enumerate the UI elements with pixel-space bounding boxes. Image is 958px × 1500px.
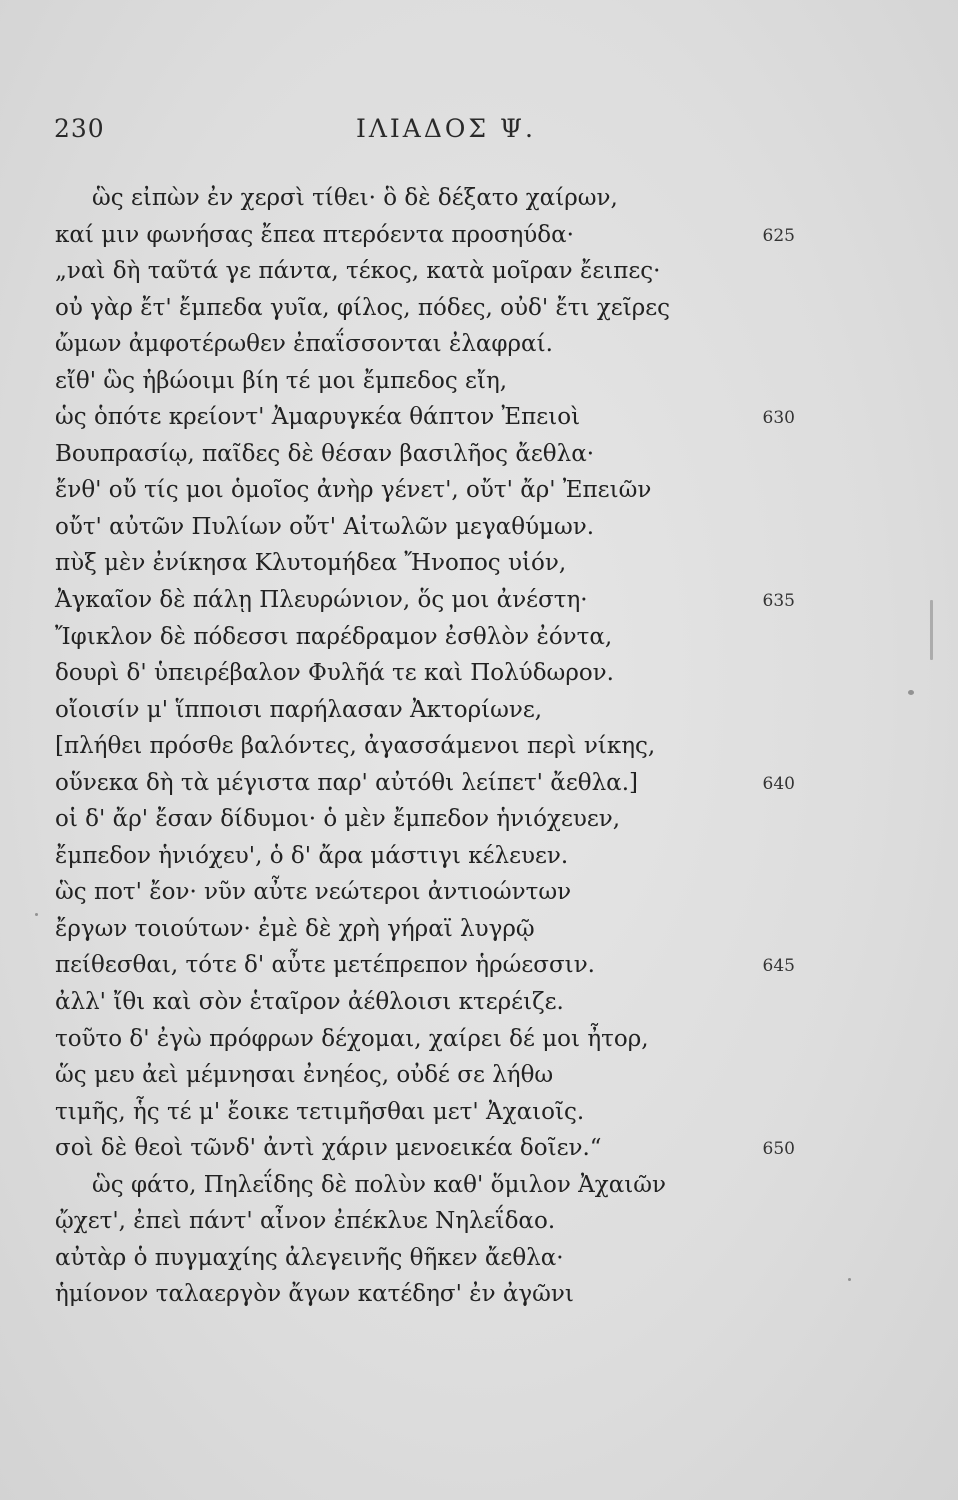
verse-line	[0, 326, 958, 363]
verse-line	[0, 509, 958, 546]
verse-line	[0, 1167, 958, 1204]
verse-line	[0, 947, 958, 984]
verse-text: οὔτ' αὐτῶν Πυλίων οὔτ' Αἰτωλῶν μεγαθύμων.	[55, 513, 595, 540]
verse-line	[0, 545, 958, 582]
verse-text: τιμῆς, ἧς τέ μ' ἔοικε τετιμῆσθαι μετ' Ἀχαιοῖς.	[55, 1098, 585, 1125]
verse-line	[0, 911, 958, 948]
book-title: ΙΛΙΑΔΟΣ Ψ.	[356, 114, 536, 143]
line-number: 635	[762, 591, 795, 612]
verse-text: πὺξ μὲν ἐνίκησα Κλυτομήδεα Ἤνοπος υἱόν,	[55, 550, 567, 577]
verse-text: τοῦτο δ' ἐγὼ πρόφρων δέχομαι, χαίρει δέ μοι ἦτορ,	[55, 1025, 649, 1052]
verse-text: ὡς ὁπότε κρείοντ' Ἀμαρυγκέα θάπτον Ἐπειοὶ	[55, 404, 581, 431]
verse-line	[0, 1094, 958, 1131]
verse-text: εἴθ' ὣς ἡβώοιμι βίη τέ μοι ἔμπεδος εἴη,	[55, 367, 508, 394]
verse-line	[0, 1057, 958, 1094]
verse-line	[0, 1021, 958, 1058]
verse-line	[0, 1276, 958, 1313]
verse-line	[0, 472, 958, 509]
verse-line	[0, 582, 958, 619]
verse-line	[0, 838, 958, 875]
verse-line	[0, 801, 958, 838]
verse-text: [πλήθει πρόσθε βαλόντες, ἀγασσάμενοι περὶ νίκης,	[55, 733, 656, 760]
verse-text: Ἴφικλον δὲ πόδεσσι παρέδραμον ἐσθλὸν ἐόντα,	[55, 623, 613, 650]
verse-line	[0, 217, 958, 254]
verse-line	[0, 1203, 958, 1240]
verse-line	[0, 253, 958, 290]
verse-line	[0, 290, 958, 327]
verse-line	[0, 1130, 958, 1167]
verse-line	[0, 1240, 958, 1277]
verse-line	[0, 765, 958, 802]
verse-line	[0, 984, 958, 1021]
verse-text: ᾤχετ', ἐπεὶ πάντ' αἶνον ἐπέκλυε Νηλεΐδαο.	[55, 1208, 556, 1235]
verse-text: πείθεσθαι, τότε δ' αὖτε μετέπρεπον ἡρώεσσιν.	[55, 952, 595, 979]
verse-line	[0, 619, 958, 656]
running-head	[0, 114, 958, 154]
verse-text: δουρὶ δ' ὑπειρέβαλον Φυλῆά τε καὶ Πολύδωρον.	[55, 660, 614, 687]
verse-text: καί μιν φωνήσας ἔπεα πτερόεντα προσηύδα·	[55, 221, 574, 248]
line-number: 625	[762, 225, 795, 246]
verse-text: „ναὶ δὴ ταῦτά γε πάντα, τέκος, κατὰ μοῖραν ἔειπες·	[55, 258, 661, 285]
verse-text: ἀλλ' ἴθι καὶ σὸν ἑταῖρον ἀέθλοισι κτερέιζε.	[55, 989, 564, 1016]
verse-text: ὥς μευ ἀεὶ μέμνησαι ἐνηέος, οὐδέ σε λήθω	[55, 1062, 554, 1089]
verse-text: ὣς φάτο, Πηλεΐδης δὲ πολὺν καθ' ὅμιλον Ἀχαιῶν	[92, 1171, 667, 1198]
verse-text: οὐ γὰρ ἔτ' ἔμπεδα γυῖα, φίλος, πόδες, οὐδ' ἔτι χεῖρες	[55, 294, 671, 321]
verse-line	[0, 436, 958, 473]
ink-speck	[908, 690, 914, 695]
ink-speck	[930, 600, 933, 660]
page-number: 230	[54, 114, 105, 143]
verse-line	[0, 399, 958, 436]
verse-text: ἡμίονον ταλαεργὸν ἄγων κατέδησ' ἐν ἀγῶνι	[55, 1281, 574, 1308]
verse-line	[0, 180, 958, 217]
ink-speck	[35, 913, 38, 916]
verse-text: Βουπρασίῳ, παῖδες δὲ θέσαν βασιλῆος ἄεθλα·	[55, 440, 595, 467]
line-number: 650	[762, 1139, 795, 1160]
verse-text: οἱ δ' ἄρ' ἔσαν δίδυμοι· ὁ μὲν ἔμπεδον ἡνιόχευεν,	[55, 806, 621, 833]
verse-text: ἔνθ' οὔ τίς μοι ὁμοῖος ἀνὴρ γένετ', οὔτ' ἄρ' Ἐπειῶν	[55, 477, 652, 504]
verse-text: ἔργων τοιούτων· ἐμὲ δὲ χρὴ γήραϊ λυγρῷ	[55, 915, 535, 942]
verse-line	[0, 874, 958, 911]
verse-text: οὕνεκα δὴ τὰ μέγιστα παρ' αὐτόθι λείπετ' ἄεθλα.]	[55, 769, 638, 796]
line-number: 640	[762, 773, 795, 794]
line-number: 630	[762, 408, 795, 429]
verse-line	[0, 728, 958, 765]
verse-text: ὤμων ἀμφοτέρωθεν ἐπαΐσσονται ἐλαφραί.	[55, 331, 553, 358]
verse-text: ὣς ποτ' ἔον· νῦν αὖτε νεώτεροι ἀντιοώντων	[55, 879, 572, 906]
verse-line	[0, 363, 958, 400]
verse-line	[0, 692, 958, 729]
verse-text: αὐτὰρ ὁ πυγμαχίης ἀλεγεινῆς θῆκεν ἄεθλα·	[55, 1244, 564, 1271]
verse-text: ὣς εἰπὼν ἐν χερσὶ τίθει· ὃ δὲ δέξατο χαίρων,	[92, 185, 618, 211]
verse-text: ἔμπεδον ἡνιόχευ', ὁ δ' ἄρα μάστιγι κέλευεν.	[55, 842, 569, 869]
ink-speck	[848, 1278, 851, 1281]
verse-list	[0, 180, 958, 1313]
verse-line	[0, 655, 958, 692]
verse-text: Ἀγκαῖον δὲ πάλῃ Πλευρώνιον, ὅς μοι ἀνέστη·	[55, 587, 588, 614]
verse-text: σοὶ δὲ θεοὶ τῶνδ' ἀντὶ χάριν μενοεικέα δοῖεν.“	[55, 1135, 602, 1162]
line-number: 645	[762, 956, 795, 977]
verse-text: οἴοισίν μ' ἵπποισι παρήλασαν Ἀκτορίωνε,	[55, 696, 543, 723]
